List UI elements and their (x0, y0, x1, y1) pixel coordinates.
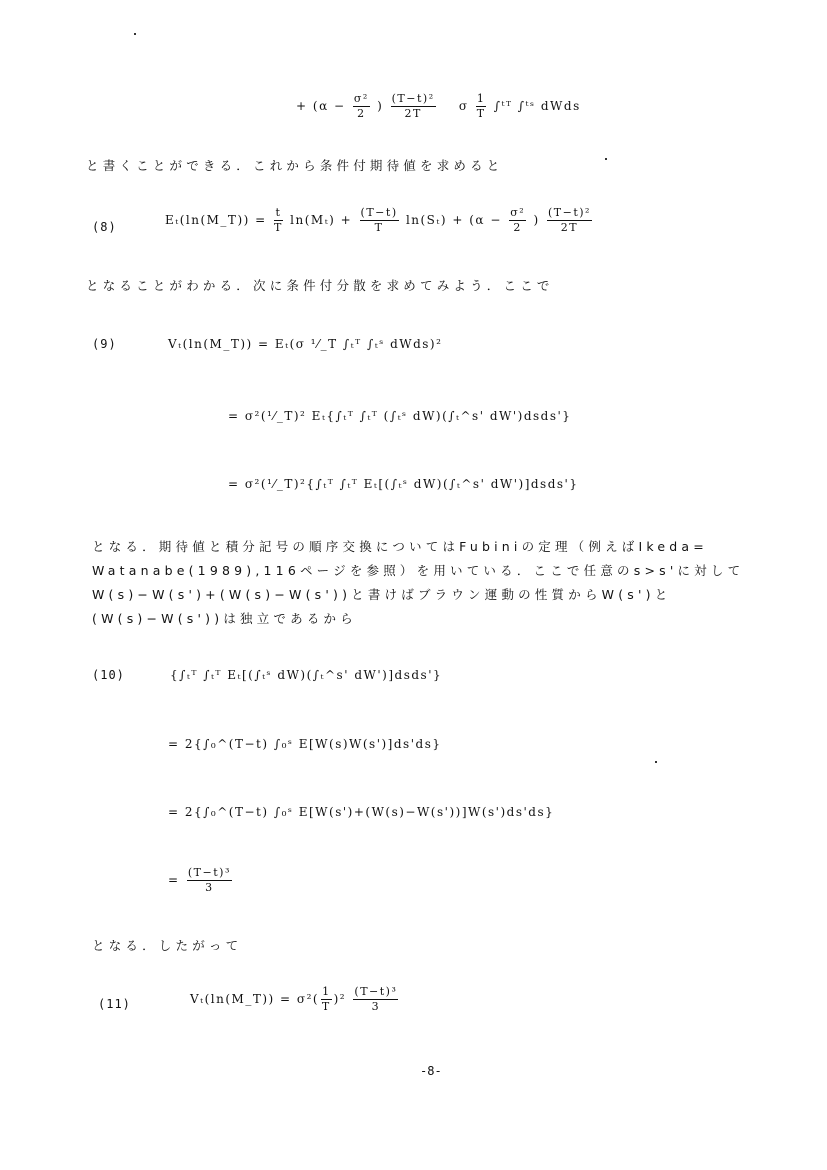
paragraph-2: となることがわかる．次に条件付分散を求めてみよう．ここで (86, 278, 554, 293)
plus-sign: + (296, 99, 308, 113)
paragraph-3-line-2: Watanabe(1989),116ページを参照）を用いている．ここで任意のs>s'に対して (92, 563, 745, 578)
fraction-Tt-2T: $\frac{\text{(T−t)²}}{2T}$ (391, 92, 435, 120)
equation-10-line-3: = 2{∫₀^(T−t) ∫₀ˢ E[W(s')+(W(s)−W(s'))]W(s')ds'ds} (168, 805, 555, 819)
fraction-sigma-half: $\frac{\text{σ²}}{2}$ (353, 92, 369, 120)
equation-11: Vₜ(ln(M_T)) = σ²( $\frac{1}{T}$ )² $\frac{\text{(T−t)³}}{3}$ (190, 985, 398, 1013)
double-integral: ∫ᵗᵀ ∫ᵗˢ dWds (493, 99, 581, 113)
equation-9-label: (9) (92, 337, 117, 351)
equation-9-line-3: = σ²(¹⁄_T)²{∫ₜᵀ ∫ₜᵀ Eₜ[(∫ₜˢ dW)(∫ₜ^s' dW')]dsds'} (228, 477, 579, 491)
paragraph-4: となる．したがって (92, 938, 243, 953)
equation-top (296, 92, 581, 121)
equation-10-label: (10) (92, 668, 125, 682)
paragraph-3-line-3: W(s)−W(s')+(W(s)−W(s'))と書けばブラウン運動の性質からW(s')と (92, 587, 672, 602)
scan-speck (605, 158, 607, 160)
equation-8: Eₜ(ln(M_T)) = $\frac{t}{T}$ ln(Mₜ) + $\frac{(T-t)}{T}$ ln(Sₜ) + (α − $\frac{\text{σ²}}{2}$ ) $\frac{\text{(T−t)²}}{2T}$ (165, 206, 591, 234)
paragraph-3-line-4: (W(s)−W(s'))は独立であるから (92, 611, 357, 626)
fraction-one-T: $\frac{1}{T}$ (476, 92, 486, 120)
sigma-symbol: σ (458, 99, 469, 113)
equation-8-label: (8) (92, 220, 117, 234)
equation-10-line-1: {∫ₜᵀ ∫ₜᵀ Eₜ[(∫ₜˢ dW)(∫ₜ^s' dW')]dsds'} (170, 668, 443, 682)
scan-speck (134, 33, 136, 35)
equation-9-line-2: = σ²(¹⁄_T)² Eₜ{∫ₜᵀ ∫ₜᵀ (∫ₜˢ dW)(∫ₜ^s' dW')dsds'} (228, 409, 572, 423)
equation-10-line-2: = 2{∫₀^(T−t) ∫₀ˢ E[W(s)W(s')]ds'ds} (168, 737, 442, 751)
paragraph-1: と書くことができる．これから条件付期待値を求めると (86, 158, 504, 173)
equation-9-line-1: Vₜ(ln(M_T)) = Eₜ(σ ¹⁄_T ∫ₜᵀ ∫ₜˢ dWds)² (168, 337, 443, 351)
page-number: -8- (420, 1064, 442, 1078)
paragraph-3-line-1: となる．期待値と積分記号の順序交換についてはFubiniの定理（例えばIkeda= (92, 539, 708, 554)
equation-11-label: (11) (98, 997, 131, 1011)
close-paren: ) (377, 99, 384, 113)
alpha-term: (α − (312, 99, 346, 113)
scan-speck (655, 761, 657, 763)
equation-10-line-4: = $\frac{\text{(T−t)³}}{3}$ (168, 866, 231, 894)
